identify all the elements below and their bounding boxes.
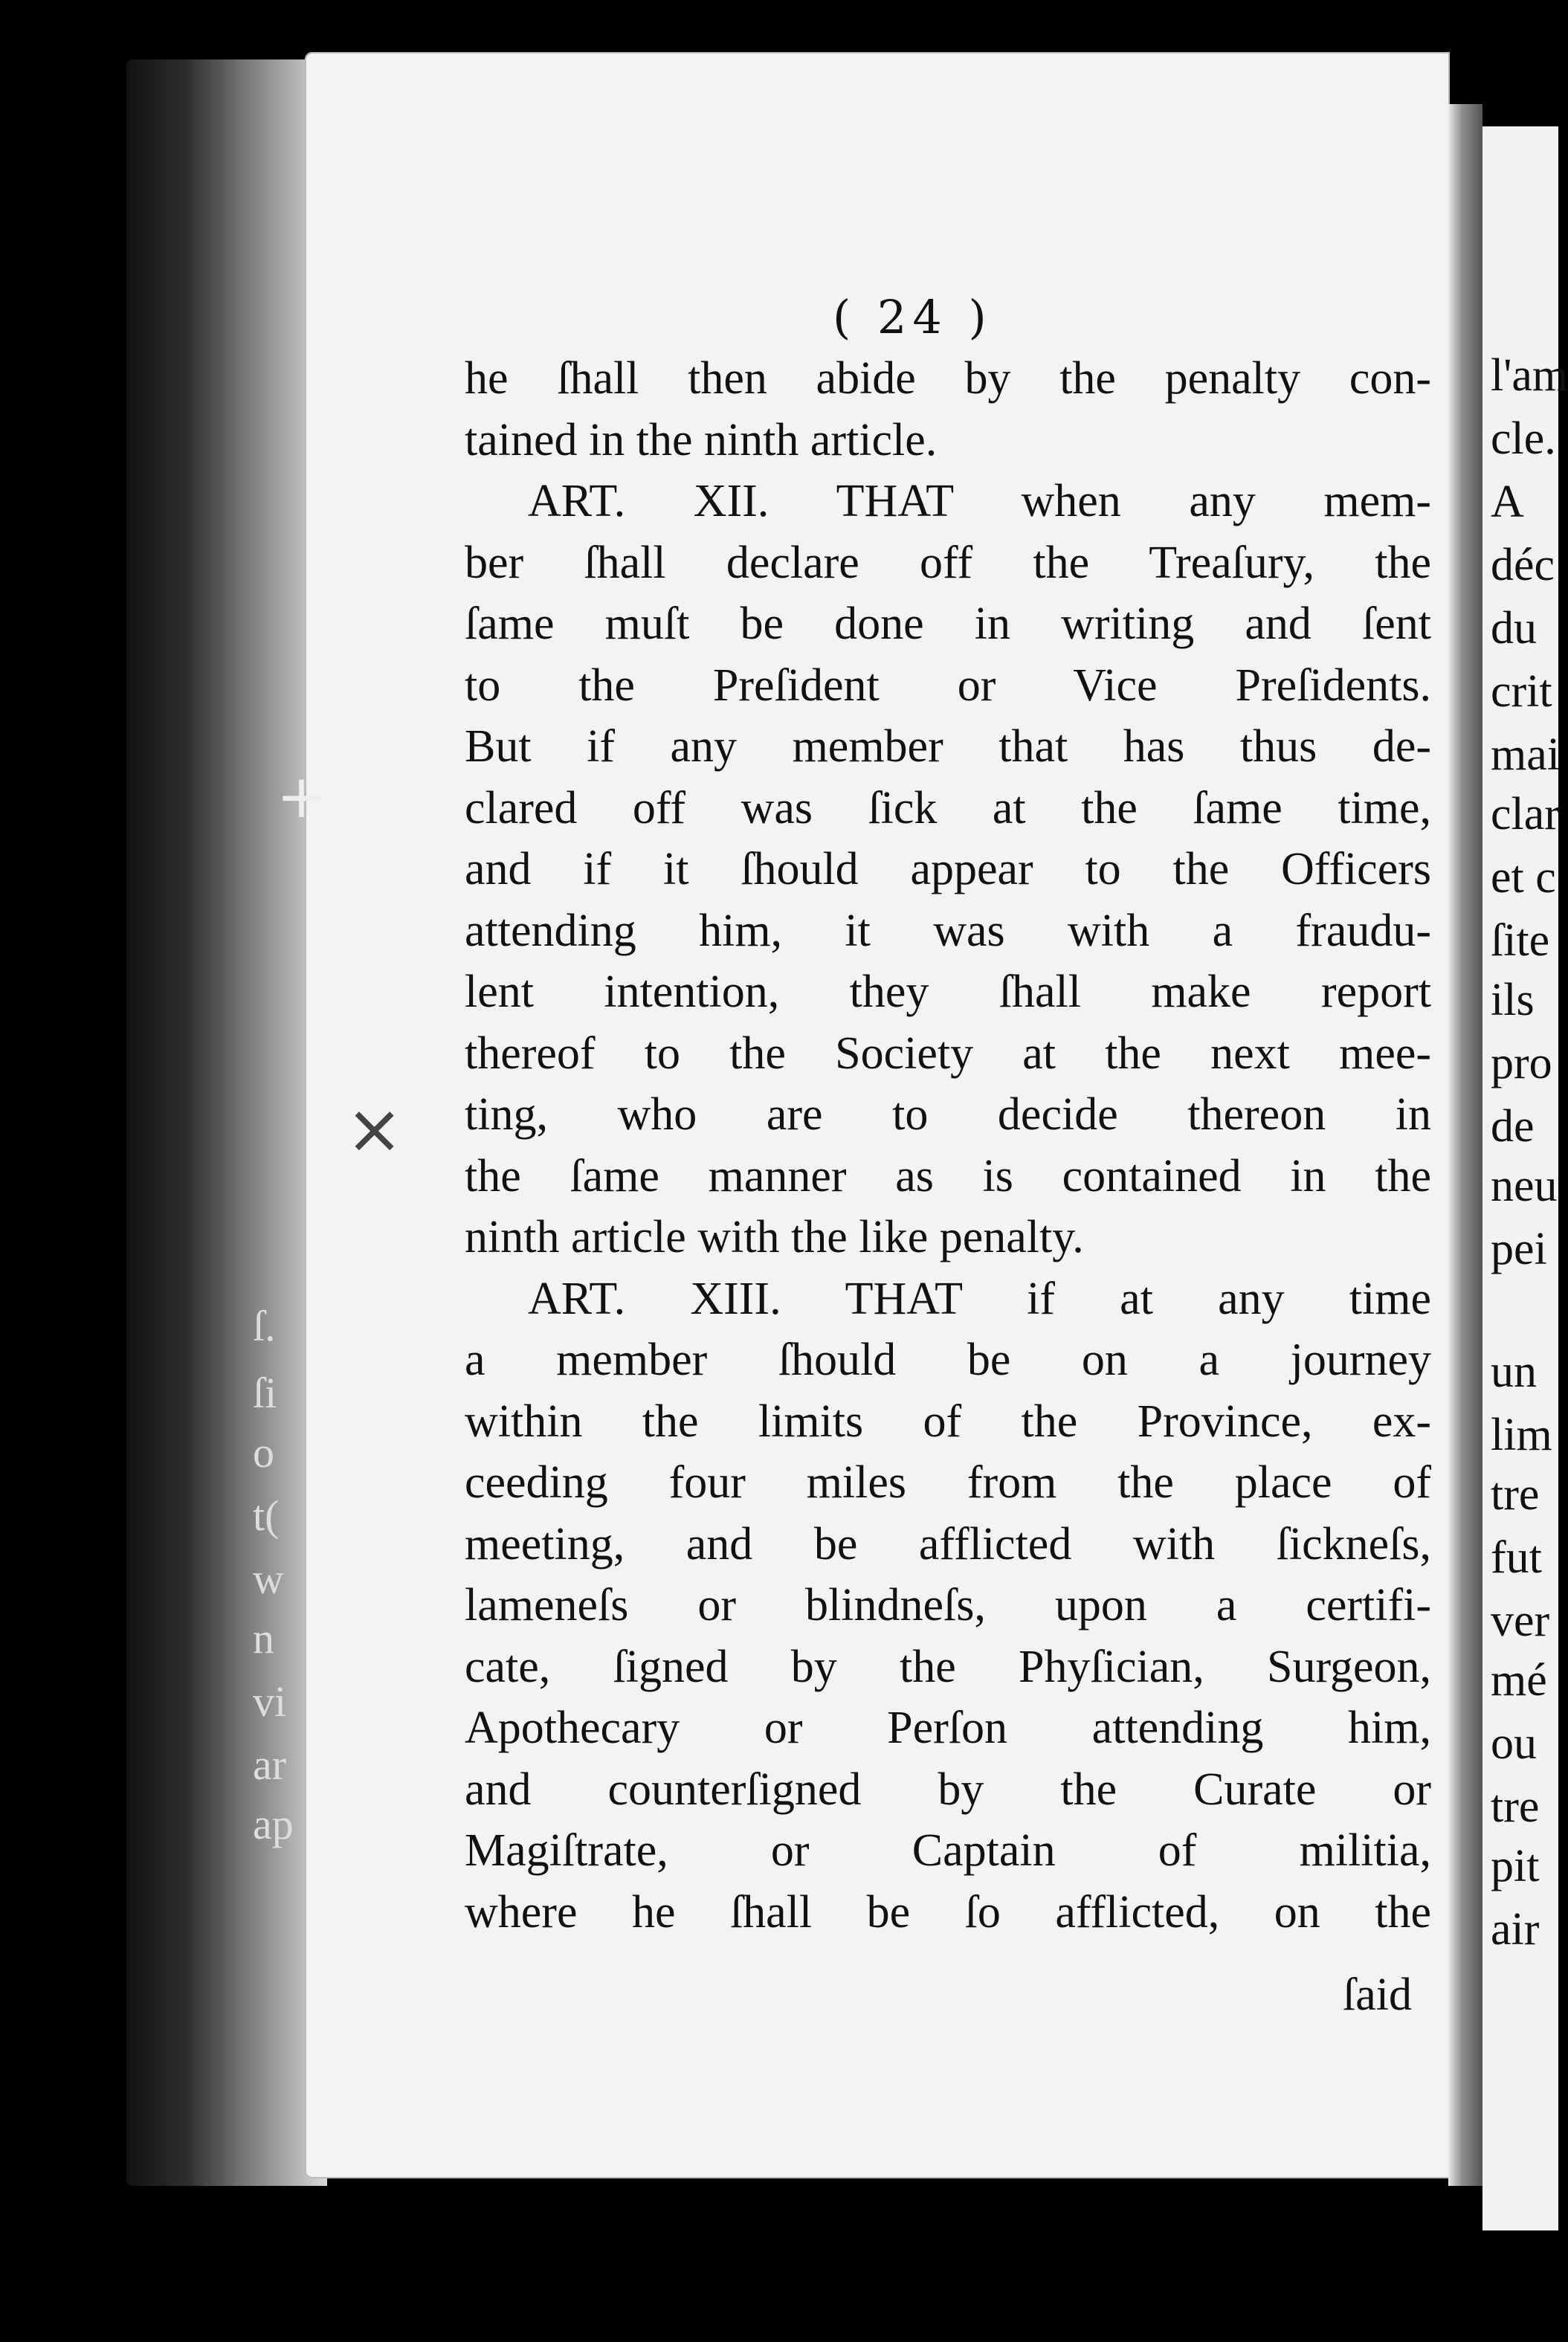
text-line: the ſame manner as is contained in the <box>465 1150 1431 1201</box>
text-line: lent intention, they ſhall make report <box>465 967 1431 1017</box>
text-line: where he ſhall be ſo afflicted, on the <box>465 1886 1431 1938</box>
catchword: ſaid <box>1343 1970 1412 2020</box>
text-line: a member ſhould be on a journey <box>465 1335 1431 1385</box>
text-line: lameneſs or blindneſs, upon a certifi- <box>465 1580 1431 1630</box>
text-line: and counterſigned by the Curate or <box>465 1764 1431 1815</box>
text-line: thereof to the Society at the next mee- <box>465 1028 1431 1079</box>
facing-page-fragment: crit <box>1491 666 1552 717</box>
facing-page-fragment: fut <box>1491 1532 1542 1583</box>
facing-page-fragment: tre <box>1491 1781 1540 1832</box>
facing-page-fragment: mé <box>1491 1655 1547 1706</box>
text-line: Apothecary or Perſon attending him, <box>465 1703 1431 1753</box>
text-line: attending him, it was with a fraudu- <box>465 905 1431 956</box>
book-gutter <box>1448 104 1482 2186</box>
left-page-fragment <box>208 1078 305 2342</box>
text-line: ſame muſt be done in writing and ſent <box>465 599 1431 649</box>
text-line: cate, ſigned by the Phyſician, Surgeon, <box>465 1641 1431 1692</box>
page-body <box>465 348 1431 1943</box>
facing-page-fragment: ver <box>1491 1596 1550 1646</box>
facing-page-fragment: mai <box>1491 729 1560 780</box>
text-line: to the Preſident or Vice Preſidents. <box>465 659 1431 711</box>
marginal-cross-mark: + <box>277 762 327 831</box>
facing-page-fragment: l'am <box>1491 350 1568 401</box>
text-line: ting, who are to decide thereon in <box>465 1089 1431 1140</box>
facing-page-fragment: lim <box>1491 1410 1552 1460</box>
facing-page-fragment: neu <box>1491 1161 1558 1211</box>
text-line: ceeding four miles from the place of <box>465 1457 1431 1508</box>
facing-page-fragment: pei <box>1491 1224 1547 1274</box>
facing-page-fragment: A <box>1491 477 1524 527</box>
facing-page-fragment: ils <box>1491 975 1535 1025</box>
text-line: within the limits of the Province, ex- <box>465 1396 1431 1447</box>
marginal-x-mark: × <box>346 1089 404 1169</box>
facing-page-fragment: tre <box>1491 1469 1540 1520</box>
facing-page-fragment: ou <box>1491 1718 1537 1769</box>
text-line: clared off was ſick at the ſame time, <box>465 782 1431 833</box>
left-page-fragment-line: ar <box>253 1741 287 1789</box>
text-line: ART. XII. THAT when any mem- <box>528 476 1431 526</box>
text-line: ninth article with the like penalty. <box>465 1212 1084 1262</box>
text-line: Magiſtrate, or Captain of militia, <box>465 1825 1431 1876</box>
facing-page-fragment: et c <box>1491 852 1556 903</box>
text-line: ART. XIII. THAT if at any time <box>528 1273 1431 1324</box>
left-page-fragment-line: ap <box>253 1800 294 1848</box>
facing-page-fragment: cle. <box>1491 413 1556 464</box>
facing-page-fragment: pit <box>1491 1841 1540 1891</box>
facing-page-fragment: du <box>1491 603 1537 654</box>
text-line: he ſhall then abide by the penalty con- <box>465 353 1431 404</box>
left-page-fragment-line: ſ. <box>253 1302 276 1350</box>
text-line: tained in the ninth article. <box>465 414 938 465</box>
text-line: meeting, and be afflicted with ſickneſs, <box>465 1518 1431 1570</box>
left-page-fragment-line: w <box>253 1555 284 1603</box>
left-page-fragment-line: t( <box>253 1491 280 1540</box>
facing-page-fragment: pro <box>1491 1038 1552 1088</box>
facing-page-fragment: ſite <box>1491 915 1550 966</box>
facing-page-fragment: air <box>1491 1904 1540 1955</box>
left-page-fragment-line: vi <box>253 1677 287 1726</box>
facing-page-fragment: déc <box>1491 540 1555 590</box>
text-line: ber ſhall declare off the Treaſury, the <box>465 537 1431 588</box>
text-line: and if it ſhould appear to the Officers <box>465 844 1431 894</box>
facing-page-fragment: de <box>1491 1101 1535 1152</box>
left-page-fragment-line: ſi <box>253 1369 277 1417</box>
left-page-fragment-line: n <box>253 1614 274 1662</box>
facing-page-fragment: clar <box>1491 789 1560 839</box>
facing-page-fragment: un <box>1491 1346 1537 1397</box>
left-page-fragment-line: o <box>253 1428 274 1477</box>
text-line: But if any member that has thus de- <box>465 721 1431 772</box>
page-number: ( 24 ) <box>833 290 993 344</box>
